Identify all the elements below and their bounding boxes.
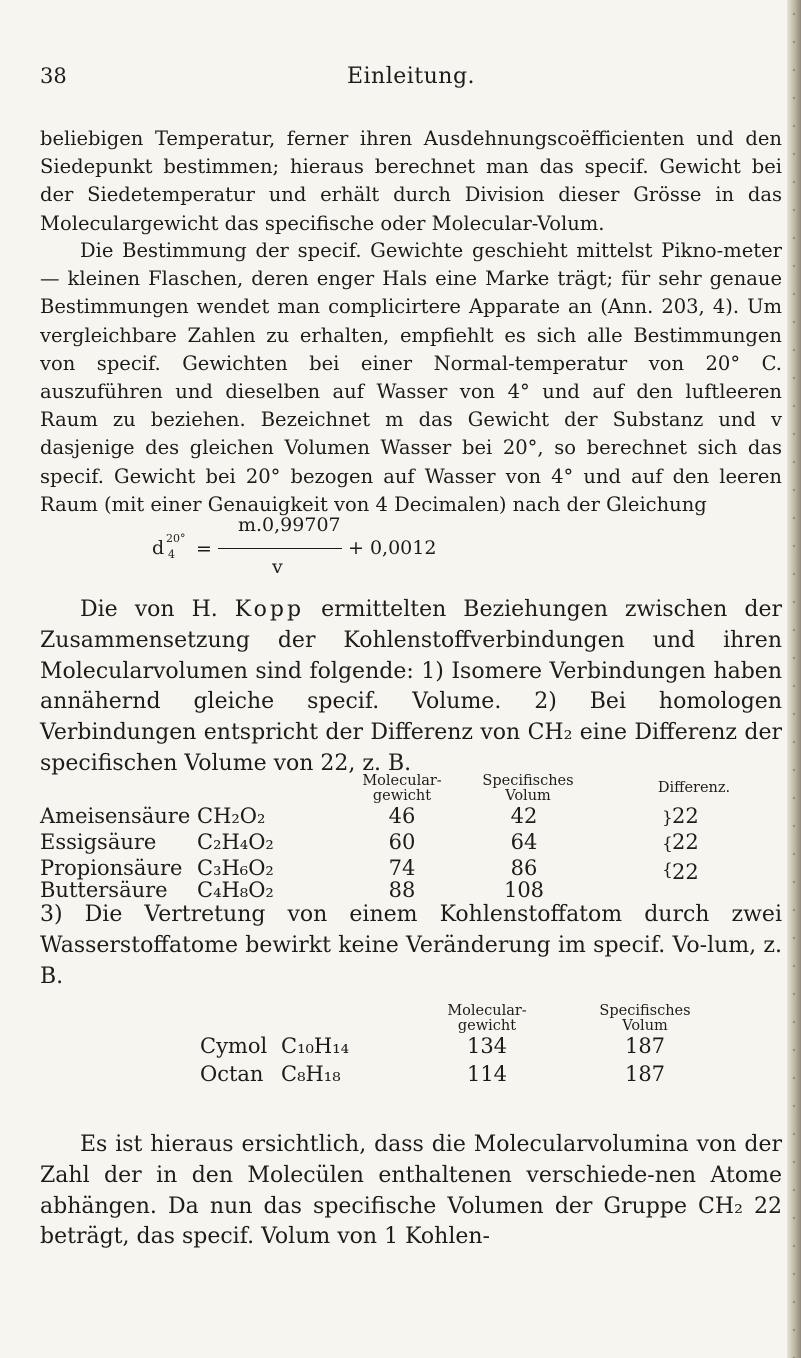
header-specifisches-volum: Specifisches Volum [482,773,574,804]
page-edge [787,0,801,1358]
table2-row-2-name: Octan [200,1062,264,1086]
diff-brace-2: { [662,834,673,854]
table-row-3-mw: 74 [388,856,416,880]
table-row-1-sv: 42 [510,804,538,828]
table-row-3-name: Propionsäure [40,856,183,880]
table-row-1-name: Ameisensäure [40,804,191,828]
homolog-table [40,773,782,902]
table-row-2-formula: C₂H₄O₂ [197,830,274,854]
paragraph-4: 3) Die Vertretung von einem Kohlenstoffatom durch zwei Wasserstoffatome bewirkt keine Veränderung im specif. Vo-lum, z. B. [40,902,782,989]
paragraph-3-post: ermittelten Beziehungen zwischen der Zusammensetzung der Kohlenstoffverbindungen und ihren Molecularvolumen sind folgende: 1) Isomere Verbindungen haben annähernd gleiche specif. Volume. 2) Bei homologen Verbindungen entspricht der Differenz von CH₂ eine Differenz der specifischen Volume von 22, z. B. [40,597,782,776]
diff-2: 22 [672,830,699,854]
table2-row-1-mw: 134 [466,1034,508,1058]
header2-molecular-gewicht: Molecular- gewicht [447,1003,527,1034]
table-row-3-sv: 86 [510,856,538,880]
formula-plus-term: + 0,0012 [348,537,437,559]
paragraph-3 [40,595,782,780]
table-row-1-formula: CH₂O₂ [197,804,266,828]
formula-lhs-sup: 20° [166,532,186,545]
formula-fraction-bar [218,548,342,549]
formula-lhs-sub: 4 [168,548,175,561]
header-molecular-gewicht: Molecular- gewicht [362,773,442,804]
table-row-4-formula: C₄H₈O₂ [197,878,274,902]
table-row-2-sv: 64 [510,830,538,854]
diff-brace-1: } [662,808,673,828]
page-edge-texture [791,0,797,1358]
table2-row-1-name: Cymol [200,1034,268,1058]
header2-specifisches-volum: Specifisches Volum [599,1003,691,1034]
table-row-4-sv: 108 [503,878,545,902]
paragraph-1: beliebigen Temperatur, ferner ihren Ausdehnungscoëfficienten und den Siedepunkt bestimmen; hieraus berechnet man das specif. Gewicht bei der Siedetemperatur und erhält durch Division dieser Grösse in das Moleculargewicht das specifische oder Molecular-Volum. [40,127,782,235]
table-row-2-mw: 60 [388,830,416,854]
table-row-4-mw: 88 [388,878,416,902]
author-kopp: Kopp [234,597,305,622]
diff-3: 22 [672,860,699,884]
table-row-4-name: Buttersäure [40,878,168,902]
table2-row-1-sv: 187 [624,1034,666,1058]
running-head: Einleitung. [346,64,476,89]
formula-lhs: d [152,537,165,559]
formula-equals: = [196,538,212,560]
table2-row-2-formula: C₈H₁₈ [281,1062,341,1086]
paragraph-5: Es ist hieraus ersichtlich, dass die Molecularvolumina von der Zahl der in den Molecülen enthaltenen verschiede-nen Atome abhängen. Da nun das specifische Volumen der Gruppe CH₂ 22 beträgt, das specif. Volum von 1 Kohlen- [40,1132,782,1250]
page-number: 38 [40,64,67,88]
diff-1: 22 [672,804,699,828]
table-row-1-mw: 46 [388,804,416,828]
table2-row-2-sv: 187 [624,1062,666,1086]
header-differenz: Differenz. [657,780,731,796]
table2-row-1-formula: C₁₀H₁₄ [281,1034,350,1058]
isostere-table [40,1004,782,1124]
table-row-3-formula: C₃H₆O₂ [197,856,274,880]
formula-denominator: v [272,556,283,578]
table-row-2-name: Essigsäure [40,830,157,854]
diff-brace-3: { [662,860,673,880]
table2-row-2-mw: 114 [466,1062,508,1086]
paragraph-3-pre: Die von H. [80,597,235,622]
paragraph-2: Die Bestimmung der specif. Gewichte geschieht mittelst Pikno-meter — kleinen Flaschen, deren enger Hals eine Marke trägt; für sehr genaue Bestimmungen wendet man complicirtere Apparate an (Ann. 203, 4). Um vergleichbare Zahlen zu erhalten, empfiehlt es sich alle Bestimmungen von specif. Gewichten bei einer Normal-temperatur von 20° C. auszuführen und dieselben auf Wasser von 4° und auf den luftleeren Raum zu beziehen. Bezeichnet m das Gewicht der Substanz und v dasjenige des gleichen Volumen Wasser bei 20°, so berechnet sich das specif. Gewicht bei 20° bezogen auf Wasser von 4° und auf den leeren Raum (mit einer Genauigkeit von 4 Decimalen) nach der Gleichung [40,239,782,516]
formula-numerator: m.0,99707 [238,514,341,536]
density-formula [152,512,512,582]
page-header [40,64,782,94]
